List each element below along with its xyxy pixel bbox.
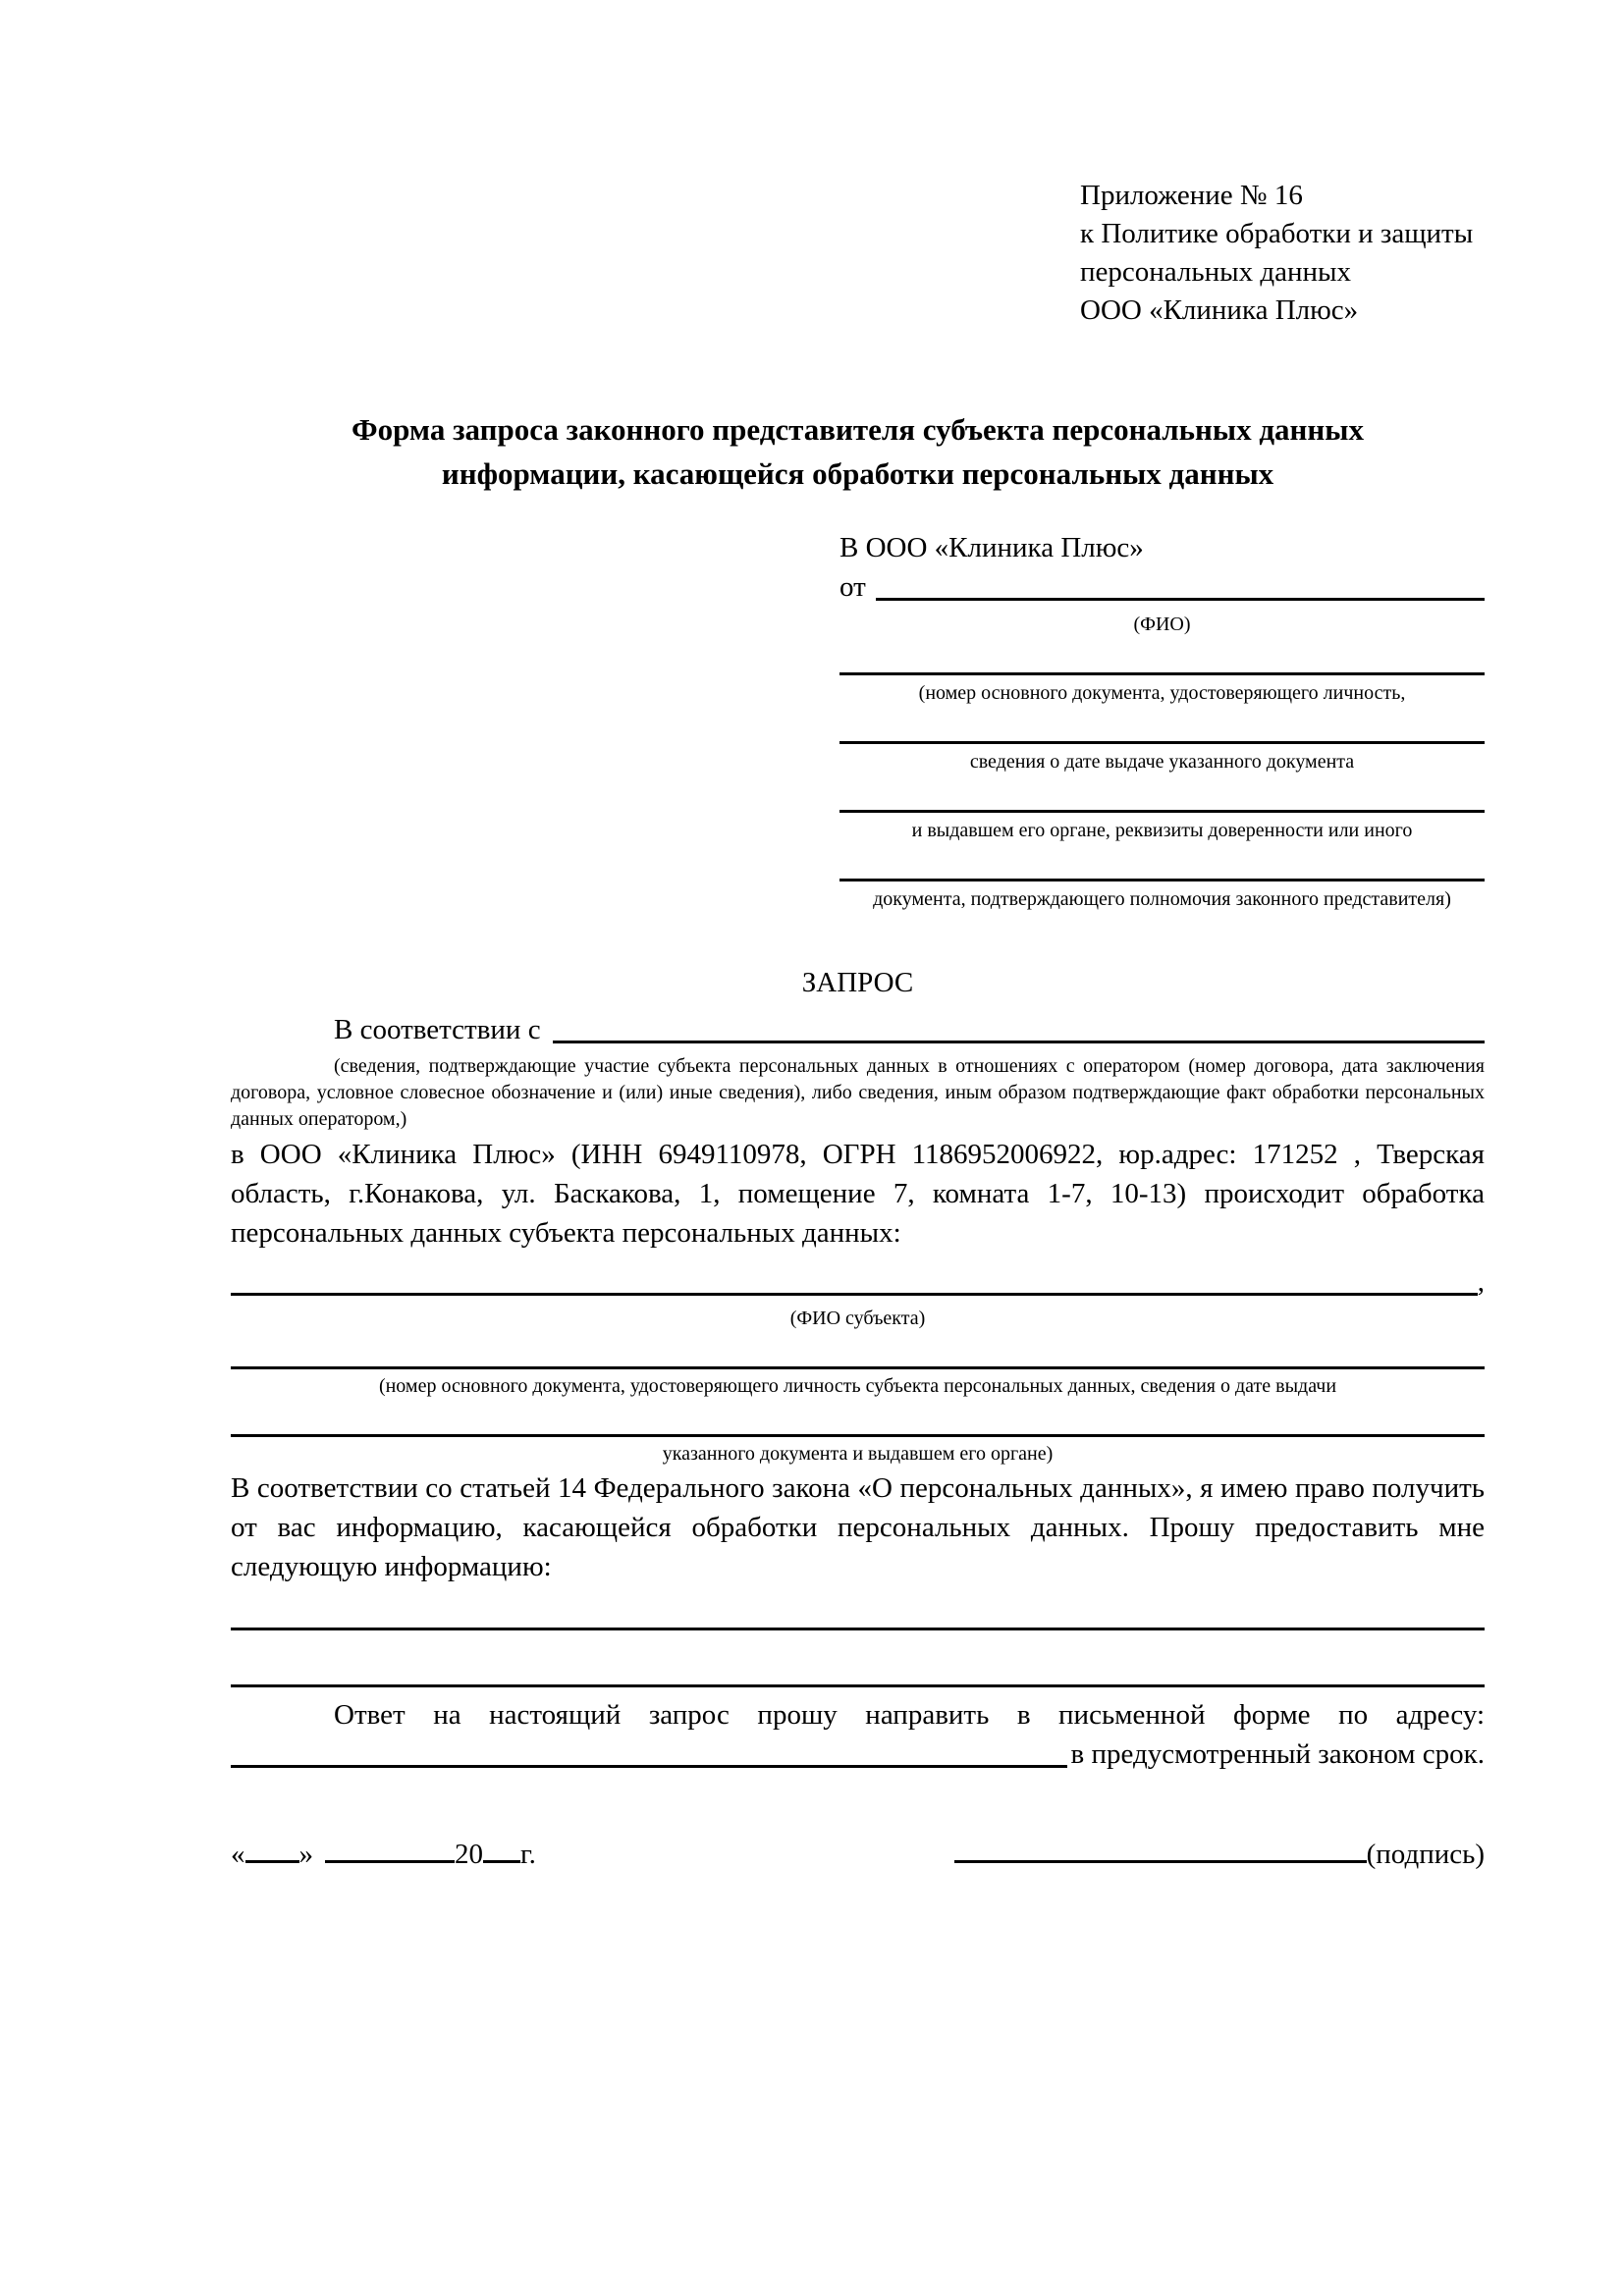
appendix-header-line: ООО «Клиника Плюс» xyxy=(1080,294,1359,326)
issue-date-blank-line xyxy=(839,706,1485,744)
subject-fio-caption: (ФИО субъекта) xyxy=(789,1308,926,1329)
comma-suffix: , xyxy=(1477,1266,1485,1298)
document-title-line2: информации, касающейся обработки персональных данных xyxy=(441,456,1274,491)
from-label: от xyxy=(839,571,866,603)
field-caption: (номер основного документа, удостоверяющего личность, xyxy=(918,682,1406,704)
subject-fio-fill-line xyxy=(231,1262,1478,1296)
document-number-blank-line xyxy=(839,637,1485,675)
reply-deadline-text: в предусмотренный законом срок. xyxy=(1070,1738,1485,1770)
field-caption: сведения о дате выдаче указанного документа xyxy=(969,751,1355,773)
basis-row xyxy=(231,1010,1485,1049)
signature-caption: (подпись) xyxy=(1366,1839,1485,1870)
signature-group xyxy=(954,1835,1485,1874)
appendix-header xyxy=(1080,177,1485,330)
subject-document-blank-line xyxy=(231,1331,1485,1369)
request-heading: ЗАПРОС xyxy=(801,967,914,998)
requested-info-blank-line xyxy=(231,1586,1485,1630)
paragraph-indent xyxy=(231,1010,334,1049)
appendix-header-line: Приложение № 16 xyxy=(1080,180,1303,211)
subject-authority-blank-line xyxy=(231,1399,1485,1437)
subject-document-caption: (номер основного документа, удостоверяющего личность субъекта персональных данных, сведения о дате выдачи xyxy=(378,1375,1337,1397)
law-paragraph: В соответствии со статьей 14 Федерального закона «О персональных данных», я имею право получить от вас информацию, касающейся обработки персональных данных. Прошу предоставить мне следующую информацию: xyxy=(231,1472,1485,1582)
document-title-line1: Форма запроса законного представителя субъекта персональных данных xyxy=(352,412,1364,447)
month-blank-line xyxy=(325,1855,455,1863)
operator-paragraph: в ООО «Клиника Плюс» (ИНН 6949110978, ОГРН 1186952006922, юр.адрес: 171252 , Тверская область, г.Конакова, ул. Баскакова, 1, помещение 7, комната 1-7, 10-13) происходит обработка персональных данных субъекта персональных данных: xyxy=(231,1139,1485,1249)
fio-caption: (ФИО) xyxy=(1133,614,1191,635)
reply-address-row xyxy=(231,1735,1485,1774)
reply-address-text: Ответ на настоящий запрос прошу направить в письменной форме по адресу: xyxy=(334,1699,1485,1731)
appendix-header-line: к Политике обработки и защиты xyxy=(1080,218,1474,249)
basis-fill-line xyxy=(553,1010,1485,1043)
addressee-organization: В ООО «Клиника Плюс» xyxy=(839,532,1144,563)
requested-info-blank-line xyxy=(231,1630,1485,1687)
field-caption: и выдавшем его органе, реквизиты доверенности или иного xyxy=(911,820,1413,841)
subject-authority-caption: указанного документа и выдавшем его органе) xyxy=(662,1443,1054,1465)
from-row xyxy=(839,567,1485,607)
signature-blank-line xyxy=(954,1855,1367,1863)
addressee-block xyxy=(839,528,1485,912)
in-accordance-label: В соответствии с xyxy=(334,1014,541,1045)
basis-caption: (сведения, подтверждающие участие субъекта персональных данных в отношениях с оператором (номер договора, дата заключения договора, условное словесное обозначение и (или) иные сведения), либо сведения, иным образом подтверждающие факт обработки персональных данных оператором,) xyxy=(231,1055,1485,1130)
date-signature-row xyxy=(231,1835,1485,1874)
subject-fio-row xyxy=(231,1262,1485,1302)
from-fill-line xyxy=(876,567,1485,601)
quote-open: « xyxy=(231,1839,245,1870)
field-caption: документа, подтверждающего полномочия законного представителя) xyxy=(873,888,1451,910)
year-suffix: г. xyxy=(520,1839,536,1870)
address-fill-line xyxy=(231,1735,1067,1768)
appendix-header-line: персональных данных xyxy=(1080,256,1352,288)
year-blank-line xyxy=(483,1855,520,1863)
year-prefix: 20 xyxy=(455,1839,483,1870)
day-blank-line xyxy=(245,1855,299,1863)
issuing-authority-blank-line xyxy=(839,774,1485,813)
document-title xyxy=(231,407,1485,496)
authority-document-blank-line xyxy=(839,843,1485,881)
quote-close: » xyxy=(298,1839,313,1870)
date-group xyxy=(231,1835,536,1874)
